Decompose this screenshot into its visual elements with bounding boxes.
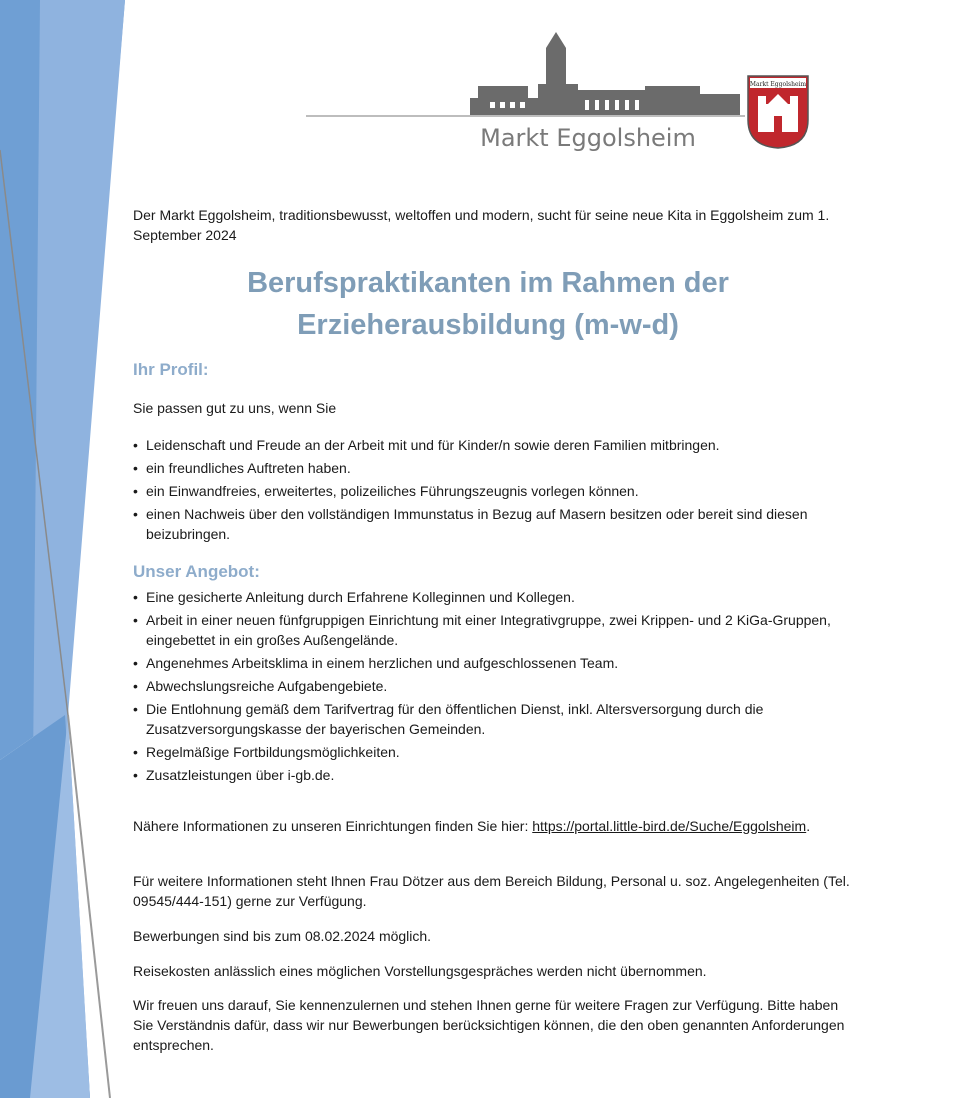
contact-text: Für weitere Informationen steht Ihnen Frau Dötzer aus dem Bereich Bildung, Personal u. soz. Angelegenheiten (Tel. 09545/444-151) gerne zur Verfügung. (133, 873, 850, 909)
job-title-line-2: Erzieherausbildung (m-w-d) (297, 309, 679, 341)
list-item: • Abwechslungsreiche Aufgabengebiete. (133, 676, 845, 696)
profil-lead: Sie passen gut zu uns, wenn Sie (133, 400, 337, 416)
list-item: • Die Entlohnung gemäß dem Tarifvertrag für den öffentlichen Dienst, inkl. Altersversorgung durch die Zusatzversorgungskasse der bayerischen Gemeinden. (133, 699, 845, 739)
deadline-text: Bewerbungen sind bis zum 08.02.2024 möglich. (133, 928, 432, 944)
town-logo (300, 28, 820, 158)
list-item: • Zusatzleistungen über i-gb.de. (133, 765, 845, 785)
more-info-suffix: . (806, 818, 811, 834)
intro-text: Der Markt Eggolsheim, traditionsbewusst, weltoffen und modern, sucht für seine neue Kita in Eggolsheim zum 1. September 2024 (133, 207, 830, 243)
job-title-line-1: Berufspraktikanten im Rahmen der (247, 267, 729, 299)
more-info (133, 816, 853, 836)
portal-link[interactable]: https://portal.little-bird.de/Suche/Eggolsheim (532, 818, 807, 834)
list-item: • Angenehmes Arbeitsklima in einem herzlichen und aufgeschlossenen Team. (133, 653, 845, 673)
list-item: • ein freundliches Auftreten haben. (133, 458, 845, 478)
list-item: • Regelmäßige Fortbildungsmöglichkeiten. (133, 742, 845, 762)
angebot-list (133, 587, 845, 788)
list-item: • einen Nachweis über den vollständigen Immunstatus in Bezug auf Masern besitzen oder bereit sind diesen beizubringen. (133, 504, 845, 544)
more-info-prefix: Nähere Informationen zu unseren Einrichtungen finden Sie hier: (133, 818, 533, 834)
profil-list (133, 435, 845, 547)
closing-text: Wir freuen uns darauf, Sie kennenzulernen und stehen Ihnen gerne für weitere Fragen zur Verfügung. Bitte haben Sie Verständnis dafür, dass wir nur Bewerbungen berücksichtigen können, die den oben genannten Anforderungen entsprechen. (133, 997, 845, 1053)
profil-heading: Ihr Profil: (133, 360, 209, 379)
logo-text: Markt Eggolsheim (480, 124, 696, 152)
angebot-heading: Unser Angebot: (133, 562, 260, 581)
job-title (133, 262, 843, 346)
list-item: • Eine gesicherte Anleitung durch Erfahrene Kolleginnen und Kollegen. (133, 587, 845, 607)
crest-text: Markt Eggolsheim (749, 81, 807, 88)
crest-icon (748, 76, 808, 148)
list-item: • ein Einwandfreies, erweitertes, polizeiliches Führungszeugnis vorlegen können. (133, 481, 845, 501)
travel-costs-text: Reisekosten anlässlich eines möglichen Vorstellungsgespräches werden nicht übernommen. (133, 963, 707, 979)
list-item: • Arbeit in einer neuen fünfgruppigen Einrichtung mit einer Integrativgruppe, zwei Krippen- und 2 KiGa-Gruppen, eingebettet in ein großes Außengelände. (133, 610, 845, 650)
decorative-side-band (0, 0, 130, 1098)
list-item: • Leidenschaft und Freude an der Arbeit mit und für Kinder/n sowie deren Familien mitbringen. (133, 435, 845, 455)
